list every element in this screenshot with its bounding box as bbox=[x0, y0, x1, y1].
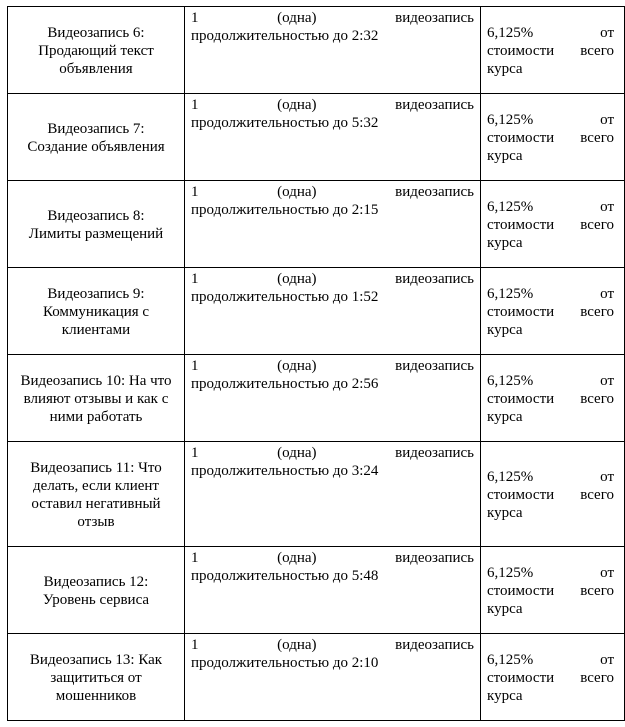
description-word: видеозапись bbox=[395, 271, 474, 287]
price-word: всего bbox=[580, 486, 614, 503]
video-title-line: Коммуникация с bbox=[42, 303, 150, 320]
video-title-line: Видеозапись 8: bbox=[47, 207, 145, 224]
price-word: стоимости bbox=[487, 129, 555, 146]
table-row bbox=[8, 442, 625, 547]
price-word: всего bbox=[580, 303, 614, 320]
price-share-cell bbox=[481, 181, 625, 268]
video-title-cell bbox=[8, 355, 185, 442]
video-description-cell bbox=[185, 355, 481, 442]
price-word: от bbox=[600, 564, 614, 581]
price-word: 6,125% bbox=[487, 372, 534, 389]
description-word: (одна) bbox=[277, 10, 317, 26]
video-description-cell bbox=[185, 181, 481, 268]
video-title-cell bbox=[8, 268, 185, 355]
description-word: видеозапись bbox=[395, 550, 474, 566]
price-word: курса bbox=[487, 408, 523, 425]
description-duration: продолжительностью до 2:32 bbox=[191, 28, 379, 44]
price-share-cell bbox=[481, 94, 625, 181]
description-word: 1 bbox=[191, 445, 199, 461]
price-word: от bbox=[600, 372, 614, 389]
video-title-line: Видеозапись 7: bbox=[47, 120, 145, 137]
video-title-line: Видеозапись 10: На что bbox=[20, 372, 172, 389]
description-word: (одна) bbox=[277, 271, 317, 287]
price-table bbox=[7, 6, 625, 721]
description-word: (одна) bbox=[277, 97, 317, 113]
table-row bbox=[8, 634, 625, 721]
price-word: 6,125% bbox=[487, 285, 534, 302]
description-word: 1 bbox=[191, 10, 199, 26]
video-description-cell bbox=[185, 7, 481, 94]
description-word: (одна) bbox=[277, 445, 317, 461]
video-title-cell bbox=[8, 547, 185, 634]
description-duration: продолжительностью до 2:56 bbox=[191, 376, 379, 392]
price-line bbox=[487, 216, 614, 234]
price-word: стоимости bbox=[487, 42, 555, 59]
price-word: стоимости bbox=[487, 216, 555, 233]
price-word: всего bbox=[580, 582, 614, 599]
description-word: видеозапись bbox=[395, 445, 474, 461]
price-word: всего bbox=[580, 42, 614, 59]
video-title-line: Видеозапись 12: bbox=[43, 573, 149, 590]
price-word: всего bbox=[580, 669, 614, 686]
price-word: всего bbox=[580, 390, 614, 407]
price-word: курса bbox=[487, 147, 523, 164]
description-line bbox=[191, 96, 474, 114]
description-word: видеозапись bbox=[395, 10, 474, 26]
description-word: (одна) bbox=[277, 637, 317, 653]
description-line bbox=[191, 270, 474, 288]
description-duration: продолжительностью до 2:10 bbox=[191, 655, 379, 671]
price-line bbox=[487, 651, 614, 669]
price-word: от bbox=[600, 198, 614, 215]
price-word: 6,125% bbox=[487, 651, 534, 668]
video-title-line: защититься от bbox=[50, 669, 142, 686]
description-word: 1 bbox=[191, 637, 199, 653]
description-line bbox=[191, 636, 474, 654]
description-line bbox=[191, 444, 474, 462]
video-description-cell bbox=[185, 442, 481, 547]
description-word: 1 bbox=[191, 97, 199, 113]
description-word: (одна) bbox=[277, 358, 317, 374]
price-word: курса bbox=[487, 321, 523, 338]
video-description-cell bbox=[185, 547, 481, 634]
table-row bbox=[8, 547, 625, 634]
description-word: видеозапись bbox=[395, 97, 474, 113]
table-row bbox=[8, 355, 625, 442]
price-share-cell bbox=[481, 355, 625, 442]
price-line bbox=[487, 582, 614, 600]
video-title-line: Видеозапись 6: bbox=[47, 24, 145, 41]
description-duration: продолжительностью до 5:32 bbox=[191, 115, 379, 131]
price-word: курса bbox=[487, 687, 523, 704]
video-title-line: ними работать bbox=[49, 408, 143, 425]
price-line bbox=[487, 111, 614, 129]
price-word: стоимости bbox=[487, 390, 555, 407]
price-word: 6,125% bbox=[487, 111, 534, 128]
price-share-cell bbox=[481, 268, 625, 355]
video-title-line: делать, если клиент bbox=[33, 477, 159, 494]
table-row bbox=[8, 7, 625, 94]
video-title-line: Уровень сервиса bbox=[42, 591, 150, 608]
description-line bbox=[191, 183, 474, 201]
description-line bbox=[191, 357, 474, 375]
price-word: от bbox=[600, 24, 614, 41]
price-word: курса bbox=[487, 504, 523, 521]
price-line bbox=[487, 198, 614, 216]
price-word: стоимости bbox=[487, 669, 555, 686]
video-title-cell bbox=[8, 7, 185, 94]
video-title-line: Видеозапись 9: bbox=[47, 285, 145, 302]
video-title-line: Продающий текст bbox=[38, 42, 154, 59]
price-word: всего bbox=[580, 216, 614, 233]
video-title-line: Видеозапись 13: Как bbox=[29, 651, 163, 668]
table-row bbox=[8, 94, 625, 181]
video-title-line: мошенников bbox=[55, 687, 137, 704]
price-line bbox=[487, 669, 614, 687]
price-line bbox=[487, 564, 614, 582]
price-share-cell bbox=[481, 442, 625, 547]
price-word: 6,125% bbox=[487, 564, 534, 581]
price-share-cell bbox=[481, 634, 625, 721]
price-word: стоимости bbox=[487, 303, 555, 320]
video-description-cell bbox=[185, 268, 481, 355]
description-line bbox=[191, 9, 474, 27]
price-word: курса bbox=[487, 600, 523, 617]
price-share-cell bbox=[481, 547, 625, 634]
video-title-cell bbox=[8, 442, 185, 547]
description-duration: продолжительностью до 1:52 bbox=[191, 289, 379, 305]
table-row bbox=[8, 268, 625, 355]
description-word: (одна) bbox=[277, 184, 317, 200]
price-word: стоимости bbox=[487, 582, 555, 599]
price-word: от bbox=[600, 111, 614, 128]
price-line bbox=[487, 390, 614, 408]
description-word: видеозапись bbox=[395, 358, 474, 374]
video-title-line: объявления bbox=[59, 60, 133, 77]
price-word: всего bbox=[580, 129, 614, 146]
price-line bbox=[487, 285, 614, 303]
video-title-line: влияют отзывы и как с bbox=[23, 390, 169, 407]
description-word: 1 bbox=[191, 271, 199, 287]
price-word: 6,125% bbox=[487, 198, 534, 215]
video-description-cell bbox=[185, 94, 481, 181]
price-word: от bbox=[600, 651, 614, 668]
description-word: (одна) bbox=[277, 550, 317, 566]
description-duration: продолжительностью до 5:48 bbox=[191, 568, 379, 584]
video-title-line: Создание объявления bbox=[27, 138, 165, 155]
description-duration: продолжительностью до 2:15 bbox=[191, 202, 379, 218]
video-title-line: отзыв bbox=[77, 513, 115, 530]
video-title-line: клиентами bbox=[61, 321, 131, 338]
price-line bbox=[487, 303, 614, 321]
price-line bbox=[487, 372, 614, 390]
price-word: от bbox=[600, 468, 614, 485]
video-title-cell bbox=[8, 181, 185, 268]
price-line bbox=[487, 24, 614, 42]
video-title-line: Видеозапись 11: Что bbox=[30, 459, 162, 476]
price-word: курса bbox=[487, 60, 523, 77]
price-line bbox=[487, 468, 614, 486]
video-description-cell bbox=[185, 634, 481, 721]
price-share-cell bbox=[481, 7, 625, 94]
price-line bbox=[487, 129, 614, 147]
price-word: 6,125% bbox=[487, 24, 534, 41]
description-word: 1 bbox=[191, 358, 199, 374]
price-word: 6,125% bbox=[487, 468, 534, 485]
description-word: 1 bbox=[191, 550, 199, 566]
description-duration: продолжительностью до 3:24 bbox=[191, 463, 379, 479]
video-title-line: Лимиты размещений bbox=[28, 225, 164, 242]
video-title-cell bbox=[8, 94, 185, 181]
video-title-line: оставил негативный bbox=[31, 495, 161, 512]
description-word: видеозапись bbox=[395, 184, 474, 200]
price-line bbox=[487, 42, 614, 60]
price-word: от bbox=[600, 285, 614, 302]
video-title-cell bbox=[8, 634, 185, 721]
price-word: курса bbox=[487, 234, 523, 251]
price-word: стоимости bbox=[487, 486, 555, 503]
table-body bbox=[8, 7, 625, 721]
description-line bbox=[191, 549, 474, 567]
description-word: 1 bbox=[191, 184, 199, 200]
price-line bbox=[487, 486, 614, 504]
table-row bbox=[8, 181, 625, 268]
description-word: видеозапись bbox=[395, 637, 474, 653]
